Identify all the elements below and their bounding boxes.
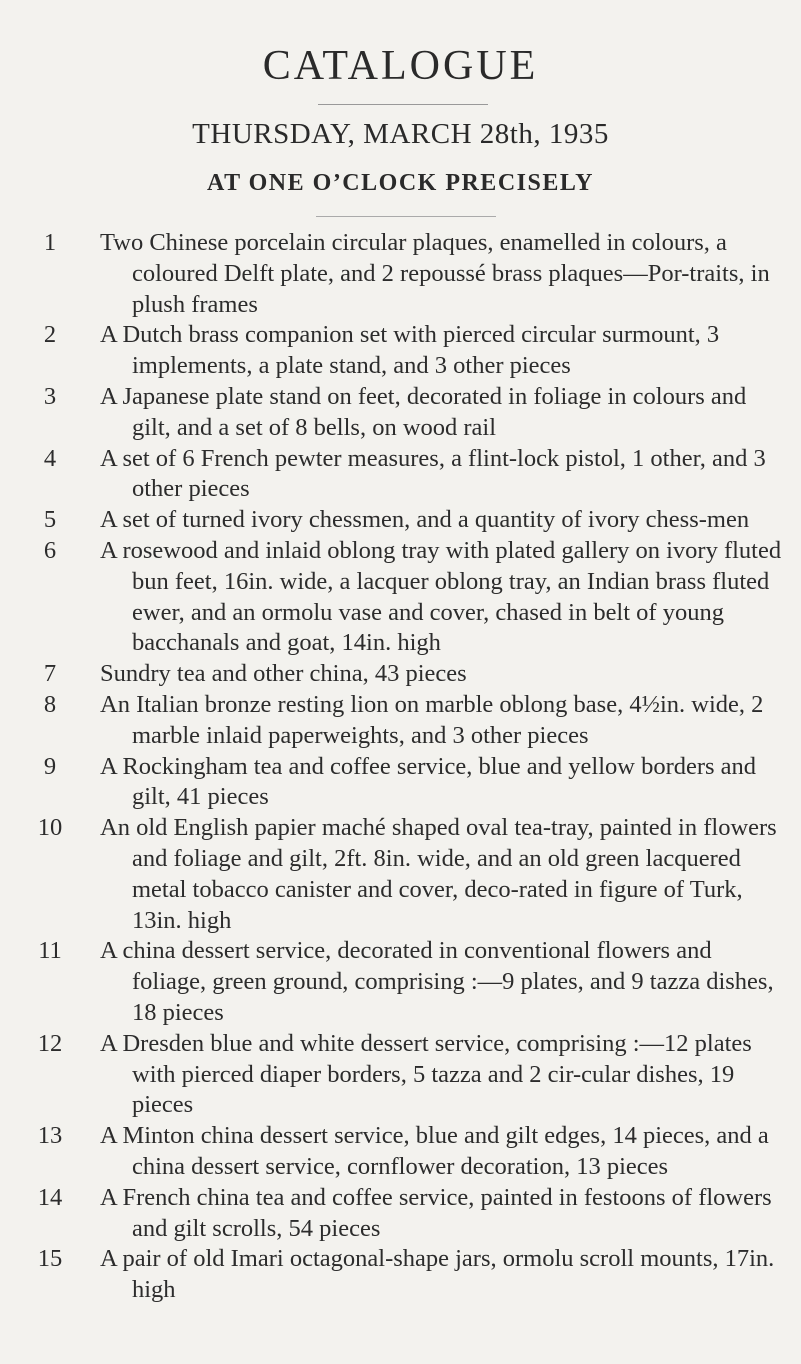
lot-item (0, 228, 801, 320)
lot-item (0, 813, 801, 936)
lot-number: 9 (43, 752, 57, 780)
lot-description: A Rockingham tea and coffee service, blue and yellow borders and gilt, 41 pieces (100, 752, 757, 811)
lot-number: 10 (37, 814, 63, 842)
lot-description: An old English papier maché shaped oval tea-tray, painted in flowers and foliage and gilt, 2ft. 8in. wide, and an old green lacquered metal tobacco canister and cover, deco-rated in figure of Turk, 13in. high (100, 814, 777, 934)
sale-date: THURSDAY, MARCH 28th, 1935 (192, 118, 609, 150)
lot-description: Sundry tea and other china, 43 pieces (100, 660, 467, 688)
lot-description: A china dessert service, decorated in conventional flowers and foliage, green ground, comprising :—9 plates, and 9 tazza dishes, 18 pieces (100, 937, 774, 1026)
lot-item (0, 659, 801, 690)
lot-number: 3 (43, 382, 57, 410)
sale-time: AT ONE O’CLOCK PRECISELY (207, 170, 594, 196)
lot-number: 1 (43, 229, 57, 256)
title-rule (318, 104, 488, 105)
lot-number: 14 (37, 1183, 63, 1211)
lot-item (0, 1244, 801, 1306)
lot-description: A pair of old Imari octagonal-shape jars, ormolu scroll mounts, 17in. high (100, 1245, 775, 1304)
lot-description: A set of 6 French pewter measures, a flint-lock pistol, 1 other, and 3 other pieces (100, 444, 766, 503)
lot-item (0, 320, 801, 382)
lot-number: 11 (38, 937, 62, 965)
lot-description: Two Chinese porcelain circular plaques, enamelled in colours, a coloured Delft plate, and 2 repoussé brass plaques—Por-traits, in plush frames (100, 229, 770, 318)
lot-list (0, 228, 801, 1306)
lot-description: A set of turned ivory chessmen, and a quantity of ivory chess-men (100, 506, 750, 534)
catalogue-title: CATALOGUE (262, 43, 539, 89)
lot-number: 13 (37, 1122, 63, 1150)
lot-description: A rosewood and inlaid oblong tray with plated gallery on ivory fluted bun feet, 16in. wide, a lacquer oblong tray, an Indian brass fluted ewer, and an ormolu vase and cover, chased in belt of young bacchanals and goat, 14in. high (100, 536, 782, 657)
lot-number: 7 (43, 660, 57, 688)
lot-number: 2 (43, 321, 57, 349)
lot-number: 12 (37, 1029, 63, 1057)
lot-item (0, 505, 801, 536)
lot-description: A French china tea and coffee service, painted in festoons of flowers and gilt scrolls, 54 pieces (100, 1183, 772, 1242)
lot-number: 5 (43, 506, 57, 534)
lot-number: 4 (43, 444, 57, 472)
lot-number: 6 (43, 536, 57, 564)
lot-description: A Dresden blue and white dessert service, comprising :—12 plates with pierced diaper borders, 5 tazza and 2 cir-cular dishes, 19 pieces (100, 1029, 752, 1119)
lot-item (0, 382, 801, 444)
lot-item (0, 1121, 801, 1183)
lot-item (0, 536, 801, 659)
lot-item (0, 936, 801, 1028)
lot-number: 8 (43, 690, 57, 718)
lot-item (0, 752, 801, 814)
lot-description: A Dutch brass companion set with pierced circular surmount, 3 implements, a plate stand, and 3 other pieces (100, 321, 720, 380)
lot-description: A Japanese plate stand on feet, decorated in foliage in colours and gilt, and a set of 8 bells, on wood rail (100, 382, 747, 441)
header-rule (316, 216, 496, 217)
lot-item (0, 444, 801, 506)
lot-item (0, 1029, 801, 1121)
lot-item (0, 690, 801, 752)
lot-description: A Minton china dessert service, blue and gilt edges, 14 pieces, and a china dessert service, cornflower decoration, 13 pieces (100, 1122, 769, 1180)
lot-item (0, 1183, 801, 1245)
lot-number: 15 (37, 1245, 63, 1273)
lot-description: An Italian bronze resting lion on marble oblong base, 4½in. wide, 2 marble inlaid paperweights, and 3 other pieces (100, 690, 764, 749)
